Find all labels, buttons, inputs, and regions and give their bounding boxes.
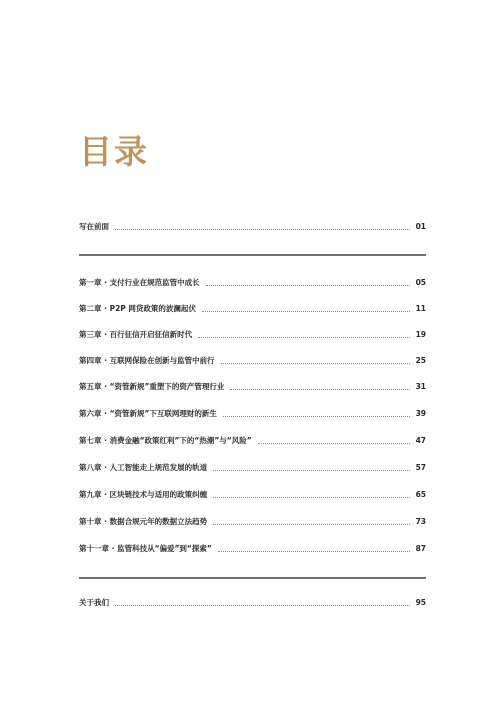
toc-entry-label: 第四章 · 互联网保险在创新与监管中前行 bbox=[79, 356, 215, 365]
section-divider bbox=[79, 254, 426, 256]
section-divider bbox=[79, 577, 426, 579]
toc-entry-label: 第八章 · 人工智能走上规范发展的轨道 bbox=[79, 463, 208, 472]
toc-entry-page: 47 bbox=[415, 436, 426, 445]
toc-entry-page: 11 bbox=[415, 304, 426, 313]
dot-leader bbox=[202, 310, 410, 312]
dot-leader bbox=[221, 362, 410, 364]
toc-entry-chapter-11[interactable] bbox=[79, 542, 426, 556]
dot-leader bbox=[115, 228, 410, 230]
toc-entry-chapter-9[interactable] bbox=[79, 488, 426, 502]
toc-entry-label: 写在前面 bbox=[79, 222, 109, 231]
toc-entry-chapter-7[interactable] bbox=[79, 434, 426, 448]
toc-entry-label: 第六章 · “资管新规”下互联网理财的新生 bbox=[79, 409, 217, 418]
toc-entry-label: 第二章 · P2P 网贷政策的波澜起伏 bbox=[79, 304, 196, 313]
toc-entry-page: 31 bbox=[415, 382, 426, 391]
toc-entry-page: 73 bbox=[415, 517, 426, 526]
dot-leader bbox=[206, 284, 410, 286]
dot-leader bbox=[258, 442, 410, 444]
toc-entry-page: 65 bbox=[415, 490, 426, 499]
toc-entry-chapter-5[interactable] bbox=[79, 380, 426, 394]
toc-entry-label: 第三章 · 百行征信开启征信新时代 bbox=[79, 330, 193, 339]
toc-entry-chapter-6[interactable] bbox=[79, 407, 426, 421]
toc-entry-chapter-4[interactable] bbox=[79, 354, 426, 368]
toc-entry-label: 第十章 · 数据合规元年的数据立法趋势 bbox=[79, 517, 208, 526]
toc-entry-page: 19 bbox=[415, 330, 426, 339]
dot-leader bbox=[213, 496, 409, 498]
dot-leader bbox=[223, 415, 410, 417]
toc-entry-label: 第五章 · “资管新规”重塑下的资产管理行业 bbox=[79, 382, 225, 391]
toc-entry-chapter-2[interactable] bbox=[79, 302, 426, 316]
toc-entry-label: 关于我们 bbox=[79, 598, 109, 607]
toc-entry-chapter-8[interactable] bbox=[79, 461, 426, 475]
toc-entry-page: 05 bbox=[415, 278, 426, 287]
dot-leader bbox=[213, 523, 409, 525]
toc-entry-page: 39 bbox=[415, 409, 426, 418]
toc-entry-chapter-10[interactable] bbox=[79, 515, 426, 529]
dot-leader bbox=[198, 336, 409, 338]
dot-leader bbox=[213, 469, 409, 471]
toc-entry-page: 01 bbox=[415, 222, 426, 231]
toc-entry-page: 57 bbox=[415, 463, 426, 472]
toc-entry-label: 第七章 · 消费金融“政策红利”下的“热潮”与“风险” bbox=[79, 436, 252, 445]
toc-entry-about[interactable] bbox=[79, 596, 426, 610]
toc-entry-label: 第十一章 · 监管科技从“偏爱”到“探索” bbox=[79, 544, 212, 553]
toc-entry-page: 87 bbox=[415, 544, 426, 553]
toc-entry-label: 第九章 · 区块链技术与适用的政策纠缠 bbox=[79, 490, 208, 499]
toc-entry-page: 95 bbox=[415, 598, 426, 607]
dot-leader bbox=[115, 604, 410, 606]
dot-leader bbox=[218, 550, 410, 552]
toc-entry-page: 25 bbox=[415, 356, 426, 365]
toc-entry-chapter-3[interactable] bbox=[79, 328, 426, 342]
toc-title: 目录 bbox=[79, 132, 149, 171]
toc-entry-chapter-1[interactable] bbox=[79, 276, 426, 290]
toc-entry-preface[interactable] bbox=[79, 220, 426, 234]
toc-entry-label: 第一章 · 支付行业在规范监管中成长 bbox=[79, 278, 200, 287]
dot-leader bbox=[230, 388, 409, 390]
